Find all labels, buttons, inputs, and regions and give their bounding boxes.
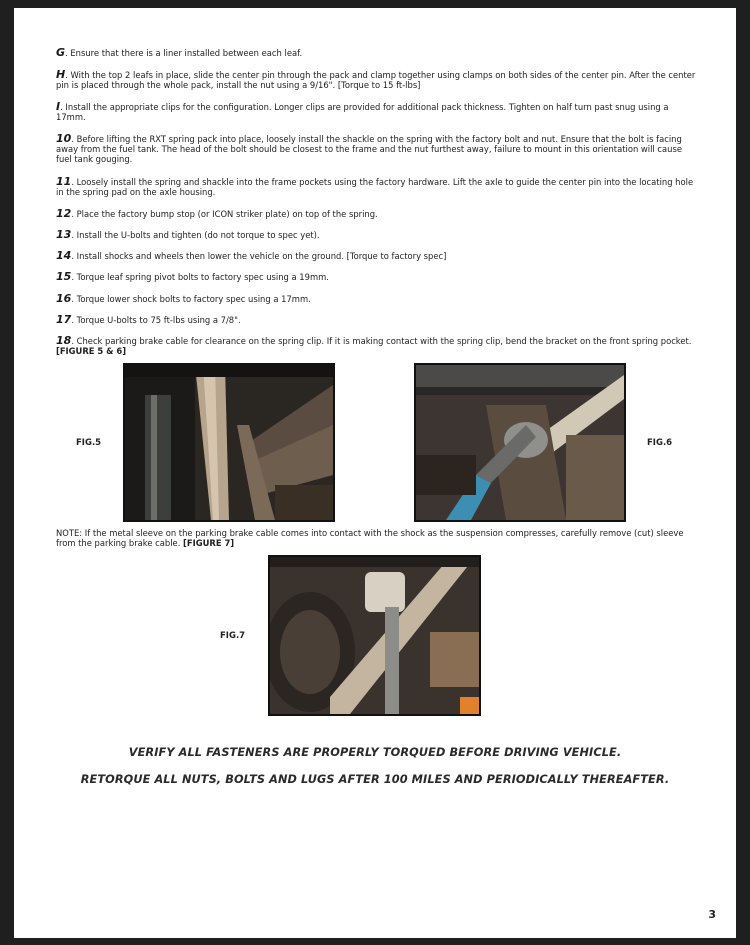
step-14: 14. Install shocks and wheels then lower the vehicle on the ground. [Torque to factory spec] bbox=[56, 249, 447, 262]
step-16: 16. Torque lower shock bolts to factory spec using a 17mm. bbox=[56, 292, 311, 305]
step-17: 17. Torque U-bolts to 75 ft-lbs using a 7/8". bbox=[56, 313, 241, 326]
fig5-photo bbox=[123, 363, 335, 522]
note-text: NOTE: If the metal sleeve on the parking brake cable comes into contact with the shock as the suspension compresses, carefully remove (cut) sleeve from the parking brake cable. [FIGURE 7] bbox=[56, 528, 684, 548]
warning-verify-fasteners: VERIFY ALL FASTENERS ARE PROPERLY TORQUED BEFORE DRIVING VEHICLE. bbox=[128, 746, 622, 759]
step-11: 11. Loosely install the spring and shackle into the frame pockets using the factory hardware. Lift the axle to guide the center pin into the locating hole in the spring pad on the axle housing. bbox=[56, 175, 694, 197]
fig5-label: FIG.5 bbox=[76, 438, 102, 448]
step-18: 18. Check parking brake cable for clearance on the spring clip. If it is making contact with the spring clip, bend the bracket on the front spring pocket. [FIGURE 5 & 6] bbox=[56, 334, 692, 356]
step-12: 12. Place the factory bump stop (or ICON striker plate) on top of the spring. bbox=[56, 207, 378, 220]
step-g: G. Ensure that there is a liner installed between each leaf. bbox=[56, 46, 303, 59]
fig7-photo bbox=[268, 555, 481, 716]
page-number: 3 bbox=[708, 908, 716, 921]
fig6-label: FIG.6 bbox=[647, 438, 673, 448]
step-13: 13. Install the U-bolts and tighten (do not torque to spec yet). bbox=[56, 228, 320, 241]
step-i: I. Install the appropriate clips for the configuration. Longer clips are provided for additional pack thickness. Tighten on half turn past snug using a 17mm. bbox=[56, 100, 669, 122]
step-10: 10. Before lifting the RXT spring pack into place, loosely install the shackle on the spring with the factory bolt and nut. Ensure that the bolt is facing away from the fuel tank. The head of the bolt should be closest to the frame and the nut furthest away, failure to mount in this orientation will cause fuel tank gouging. bbox=[56, 132, 682, 164]
fig7-label: FIG.7 bbox=[220, 631, 246, 641]
fig6-photo bbox=[414, 363, 626, 522]
step-15: 15. Torque leaf spring pivot bolts to factory spec using a 19mm. bbox=[56, 270, 329, 283]
warning-retorque: RETORQUE ALL NUTS, BOLTS AND LUGS AFTER 100 MILES AND PERIODICALLY THEREAFTER. bbox=[80, 773, 670, 786]
step-h: H. With the top 2 leafs in place, slide the center pin through the pack and clamp together using clamps on both sides of the center pin. After the center pin is placed through the whole pack, install the nut using a 9/16". [Torque to 15 ft-lbs] bbox=[56, 68, 696, 90]
document-page bbox=[14, 8, 736, 938]
